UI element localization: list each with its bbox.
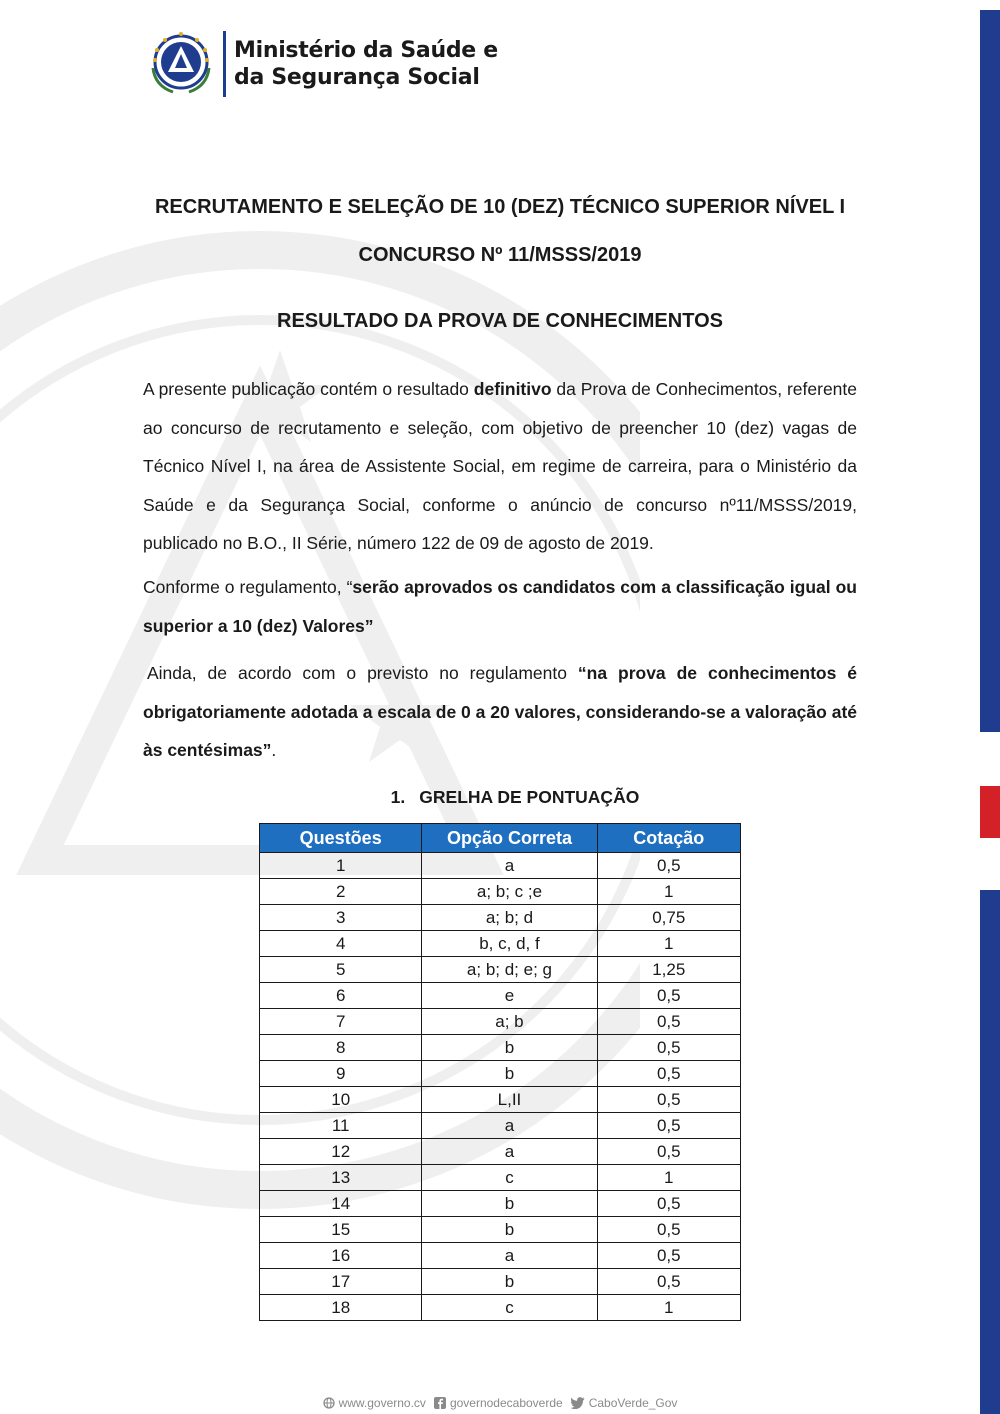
cell-question: 7 — [260, 1009, 422, 1035]
cell-correct-option: c — [422, 1295, 597, 1321]
cell-question: 16 — [260, 1243, 422, 1269]
coat-of-arms-icon — [143, 28, 219, 100]
table-row — [260, 853, 741, 879]
cell-correct-option: b — [422, 1191, 597, 1217]
cell-score: 0,5 — [597, 983, 740, 1009]
ministry-line-1: Ministério da Saúde e — [234, 38, 498, 63]
paragraph-regulation-bold: serão aprovados os candidatos com a classificação igual ou superior a 10 (dez) Valores” — [143, 577, 857, 636]
table-row — [260, 1009, 741, 1035]
cell-score: 0,5 — [597, 1243, 740, 1269]
cell-correct-option: e — [422, 983, 597, 1009]
table-row — [260, 879, 741, 905]
paragraph-scale-text-b: . — [271, 740, 277, 760]
table-header-row — [260, 824, 741, 853]
table-row — [260, 931, 741, 957]
cell-score: 1 — [597, 1295, 740, 1321]
cell-question: 8 — [260, 1035, 422, 1061]
cell-question: 12 — [260, 1139, 422, 1165]
cell-correct-option: b — [422, 1269, 597, 1295]
table-row — [260, 905, 741, 931]
table-row — [260, 1165, 741, 1191]
table-row — [260, 1191, 741, 1217]
cell-question: 18 — [260, 1295, 422, 1321]
paragraph-intro-bold: definitivo — [473, 379, 552, 399]
cell-score: 0,5 — [597, 853, 740, 879]
globe-icon — [323, 1397, 335, 1409]
paragraph-intro-text-a: A presente publicação contém o resultado — [143, 379, 474, 399]
table-row — [260, 1269, 741, 1295]
table-row — [260, 1061, 741, 1087]
table-row — [260, 1035, 741, 1061]
table-row — [260, 1217, 741, 1243]
side-bar-blue-top — [980, 10, 1000, 732]
table-row — [260, 1243, 741, 1269]
table-row — [260, 957, 741, 983]
cell-score: 1 — [597, 1165, 740, 1191]
paragraph-scale — [143, 654, 857, 770]
cell-correct-option: b — [422, 1061, 597, 1087]
cell-question: 14 — [260, 1191, 422, 1217]
footer-facebook[interactable] — [434, 1396, 563, 1410]
footer-website-text: www.governo.cv — [338, 1396, 426, 1410]
paragraph-scale-bold: “na prova de conhecimentos é obrigatoriamente adotada a escala de 0 a 20 valores, considerando-se a valoração até às centésimas” — [143, 663, 857, 760]
header-correct-option: Opção Correta — [422, 824, 597, 853]
result-title: RESULTADO DA PROVA DE CONHECIMENTOS — [277, 310, 723, 332]
cell-question: 6 — [260, 983, 422, 1009]
paragraph-regulation — [143, 568, 857, 645]
section-heading — [0, 787, 1000, 808]
cell-score: 0,75 — [597, 905, 740, 931]
cell-score: 0,5 — [597, 1087, 740, 1113]
cell-correct-option: c — [422, 1165, 597, 1191]
footer-facebook-text: governodecaboverde — [449, 1396, 563, 1410]
paragraph-intro — [143, 370, 857, 563]
footer-twitter[interactable] — [571, 1396, 678, 1410]
cell-question: 11 — [260, 1113, 422, 1139]
table-row — [260, 983, 741, 1009]
main-title: RECRUTAMENTO E SELEÇÃO DE 10 (DEZ) TÉCNICO SUPERIOR NÍVEL I — [154, 196, 846, 218]
cell-score: 0,5 — [597, 1191, 740, 1217]
facebook-icon — [434, 1397, 446, 1409]
ministry-name — [234, 37, 498, 91]
cell-score: 0,5 — [597, 1035, 740, 1061]
cell-question: 9 — [260, 1061, 422, 1087]
section-number: 1. — [390, 787, 406, 807]
cell-correct-option: a; b; d; e; g — [422, 957, 597, 983]
header-divider — [223, 31, 226, 97]
header-score: Cotação — [597, 824, 740, 853]
footer-twitter-text: CaboVerde_Gov — [588, 1396, 678, 1410]
cell-correct-option: a — [422, 1243, 597, 1269]
cell-question: 4 — [260, 931, 422, 957]
cell-score: 1 — [597, 879, 740, 905]
cell-correct-option: b — [422, 1217, 597, 1243]
footer-website[interactable] — [323, 1396, 426, 1410]
cell-correct-option: a; b; d — [422, 905, 597, 931]
header-questions: Questões — [260, 824, 422, 853]
cell-score: 0,5 — [597, 1269, 740, 1295]
table-row — [260, 1139, 741, 1165]
twitter-icon — [571, 1397, 585, 1409]
cell-correct-option: a; b — [422, 1009, 597, 1035]
score-grid-table — [259, 823, 741, 1321]
cell-score: 0,5 — [597, 1113, 740, 1139]
cell-question: 1 — [260, 853, 422, 879]
page-header — [143, 28, 498, 100]
table-row — [260, 1087, 741, 1113]
cell-score: 1,25 — [597, 957, 740, 983]
contest-title: CONCURSO Nº 11/MSSS/2019 — [358, 244, 642, 266]
cell-question: 5 — [260, 957, 422, 983]
paragraph-scale-text-a: Ainda, de acordo com o previsto no regulamento — [147, 663, 578, 683]
cell-question: 15 — [260, 1217, 422, 1243]
page-footer — [0, 1396, 1000, 1410]
cell-correct-option: a — [422, 1139, 597, 1165]
cell-score: 1 — [597, 931, 740, 957]
cell-correct-option: L,II — [422, 1087, 597, 1113]
cell-correct-option: a — [422, 853, 597, 879]
cell-correct-option: b — [422, 1035, 597, 1061]
cell-score: 0,5 — [597, 1217, 740, 1243]
cell-score: 0,5 — [597, 1139, 740, 1165]
cell-score: 0,5 — [597, 1009, 740, 1035]
paragraph-intro-text-b: da Prova de Conhecimentos, referente ao concurso de recrutamento e seleção, com objetivo de preencher 10 (dez) vagas de Técnico Nível I, na área de Assistente Social, em regime de carreira, para o Ministério da Saúde e da Segurança Social, conforme o anúncio de concurso nº11/MSSS/2019, publicado no B.O., II Série, número 122 de 09 de agosto de 2019. — [143, 379, 858, 553]
cell-correct-option: b, c, d, f — [422, 931, 597, 957]
table-row — [260, 1295, 741, 1321]
table-row — [260, 1113, 741, 1139]
ministry-line-2: da Segurança Social — [234, 65, 480, 90]
cell-score: 0,5 — [597, 1061, 740, 1087]
cell-question: 17 — [260, 1269, 422, 1295]
paragraph-regulation-text: Conforme o regulamento, “ — [143, 577, 353, 597]
cell-question: 2 — [260, 879, 422, 905]
cell-correct-option: a — [422, 1113, 597, 1139]
cell-question: 3 — [260, 905, 422, 931]
cell-correct-option: a; b; c ;e — [422, 879, 597, 905]
side-bar-blue-bottom — [980, 890, 1000, 1414]
section-title: GRELHA DE PONTUAÇÃO — [419, 787, 640, 807]
cell-question: 13 — [260, 1165, 422, 1191]
cell-question: 10 — [260, 1087, 422, 1113]
